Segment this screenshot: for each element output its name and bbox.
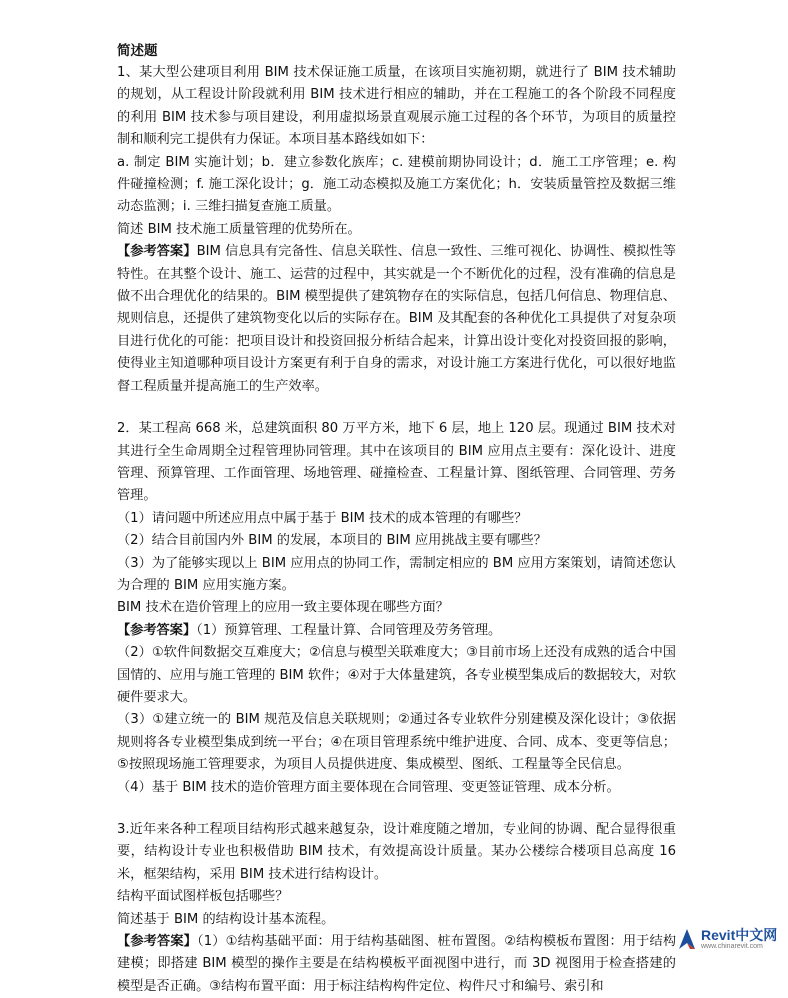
q2-sub-question-4: BIM 技术在造价管理上的应用一致主要体现在哪些方面？	[117, 600, 449, 616]
revit-logo-icon	[676, 927, 698, 951]
answer-label: 【参考答案】	[117, 244, 197, 260]
q1-route-list: a. 制定 BIM 实施计划；b．建立参数化族库；c. 建模前期协同设计；d．施工工序管理；e. 构件碰撞检测；f. 施工深化设计；g．施工动态模拟及施工方案优化；h．安装质量管控及数据三维动态监测；i. 三维扫描复查施工质量。	[117, 154, 676, 215]
q3-answer-text: （1）①结构基础平面：用于结构基础图、桩布置图。②结构模板布置图：用于结构建模；即搭建 BIM 模型的操作主要是在结构模板平面视图中进行，而 3D 视图用于检查搭建的模型是否正确。③结构布置平面：用于标注结构构件定位、构件尺寸和编号、索引和	[117, 934, 677, 994]
q1-question: 简述 BIM 技术施工质量管理的优势所在。	[117, 221, 361, 237]
q3-question-1: 结构平面试图样板包括哪些？	[117, 889, 289, 905]
q2-answer-3: （3）①建立统一的 BIM 规范及信息关联规则；②通过各专业软件分别建模及深化设计；③依据规则将各专业模型集成到统一平台；④在项目管理系统中维护进度、合同、成本、变更等信息；⑤按照现场施工管理要求，为项目人员提供进度、集成模型、图纸、工程量等全民信息。	[117, 712, 676, 773]
q3-answer	[117, 931, 676, 998]
q2-answer-1-text: （1）预算管理、工程量计算、合同管理及劳务管理。	[196, 622, 502, 638]
q1-answer	[117, 241, 676, 398]
q2-answer-1	[117, 620, 676, 642]
q3-question-2: 简述基于 BIM 的结构设计基本流程。	[117, 911, 335, 927]
q2-answer-4: （4）基于 BIM 技术的造价管理方面主要体现在合同管理、变更签证管理、成本分析。	[117, 779, 620, 795]
paragraph-gap	[117, 398, 676, 418]
site-watermark	[676, 926, 780, 952]
q2-intro: 2．某工程高 668 米，总建筑面积 80 万平方米，地下 6 层，地上 120 层。现通过 BIM 技术对其进行全生命周期全过程管理协同管理。其中在该项目的 BIM 应用点主要有：深化设计、进度管理、预算管理、工作面管理、场地管理、碰撞检查、工程量计算、图纸管理、合同管理、劳务管理。	[117, 421, 676, 504]
q2-sub-question-1: （1）请问题中所述应用点中属于基于 BIM 技术的成本管理的有哪些？	[117, 510, 528, 526]
q2-sub-question-3: （3）为了能够实现以上 BIM 应用点的协同工作，需制定相应的 BM 应用方案策划，请简述您认为合理的 BIM 应用实施方案。	[117, 555, 676, 593]
watermark-title: Revit中文网	[701, 927, 778, 943]
answer-label: 【参考答案】	[117, 622, 197, 638]
q3-intro: 3.近年来各种工程项目结构形式越来越复杂，设计难度随之增加，专业间的协调、配合显得很重要，结构设计专业也积极借助 BIM 技术，有效提高设计质量。某办公楼综合楼项目总高度 16 米，框架结构，采用 BIM 技术进行结构设计。	[117, 822, 676, 882]
q1-intro: 1、某大型公建项目利用 BIM 技术保证施工质量，在该项目实施初期，就进行了 BIM 技术辅助的规划，从工程设计阶段就利用 BIM 技术进行相应的辅助，并在工程施工的各个阶段不同程度的利用 BIM 技术参与项目建设，利用虚拟场景直观展示施工过程的各个环节，为项目的质量控制和顺利完工提供有力保证。本项目基本路线如如下：	[117, 65, 676, 148]
section-heading: 简述题	[117, 43, 158, 59]
q2-sub-question-2: （2）结合目前国内外 BIM 的发展，本项目的 BIM 应用挑战主要有哪些？	[117, 533, 547, 549]
q1-answer-text: BIM 信息具有完备性、信息关联性、信息一致性、三维可视化、协调性、模拟性等特性。在其整个设计、施工、运营的过程中，其实就是一个不断优化的过程，没有准确的信息是做不出合理优化的结果的。BIM 模型提供了建筑物存在的实际信息，包括几何信息、物理信息、规则信息，还提供了建筑物变化以后的实际存在。BIM 及其配套的各种优化工具提供了对复杂项目进行优化的可能：把项目设计和投资回报分析结合起来，计算出设计变化对投资回报的影响，使得业主知道哪种项目设计方案更有利于自身的需求，对设计施工方案进行优化，可以很好地监督工程质量并提高施工的生产效率。	[117, 244, 676, 394]
document-page	[117, 40, 676, 998]
paragraph-gap	[117, 799, 676, 819]
watermark-url: www.chinarevit.com	[701, 943, 763, 950]
q2-answer-2: （2）①软件间数据交互难度大；②信息与模型关联难度大；③目前市场上还没有成熟的适合中国国情的、应用与施工管理的 BIM 软件；④对于大体量建筑，各专业模型集成后的数据较大，对软硬件要求大。	[117, 645, 676, 705]
answer-label: 【参考答案】	[117, 934, 197, 950]
